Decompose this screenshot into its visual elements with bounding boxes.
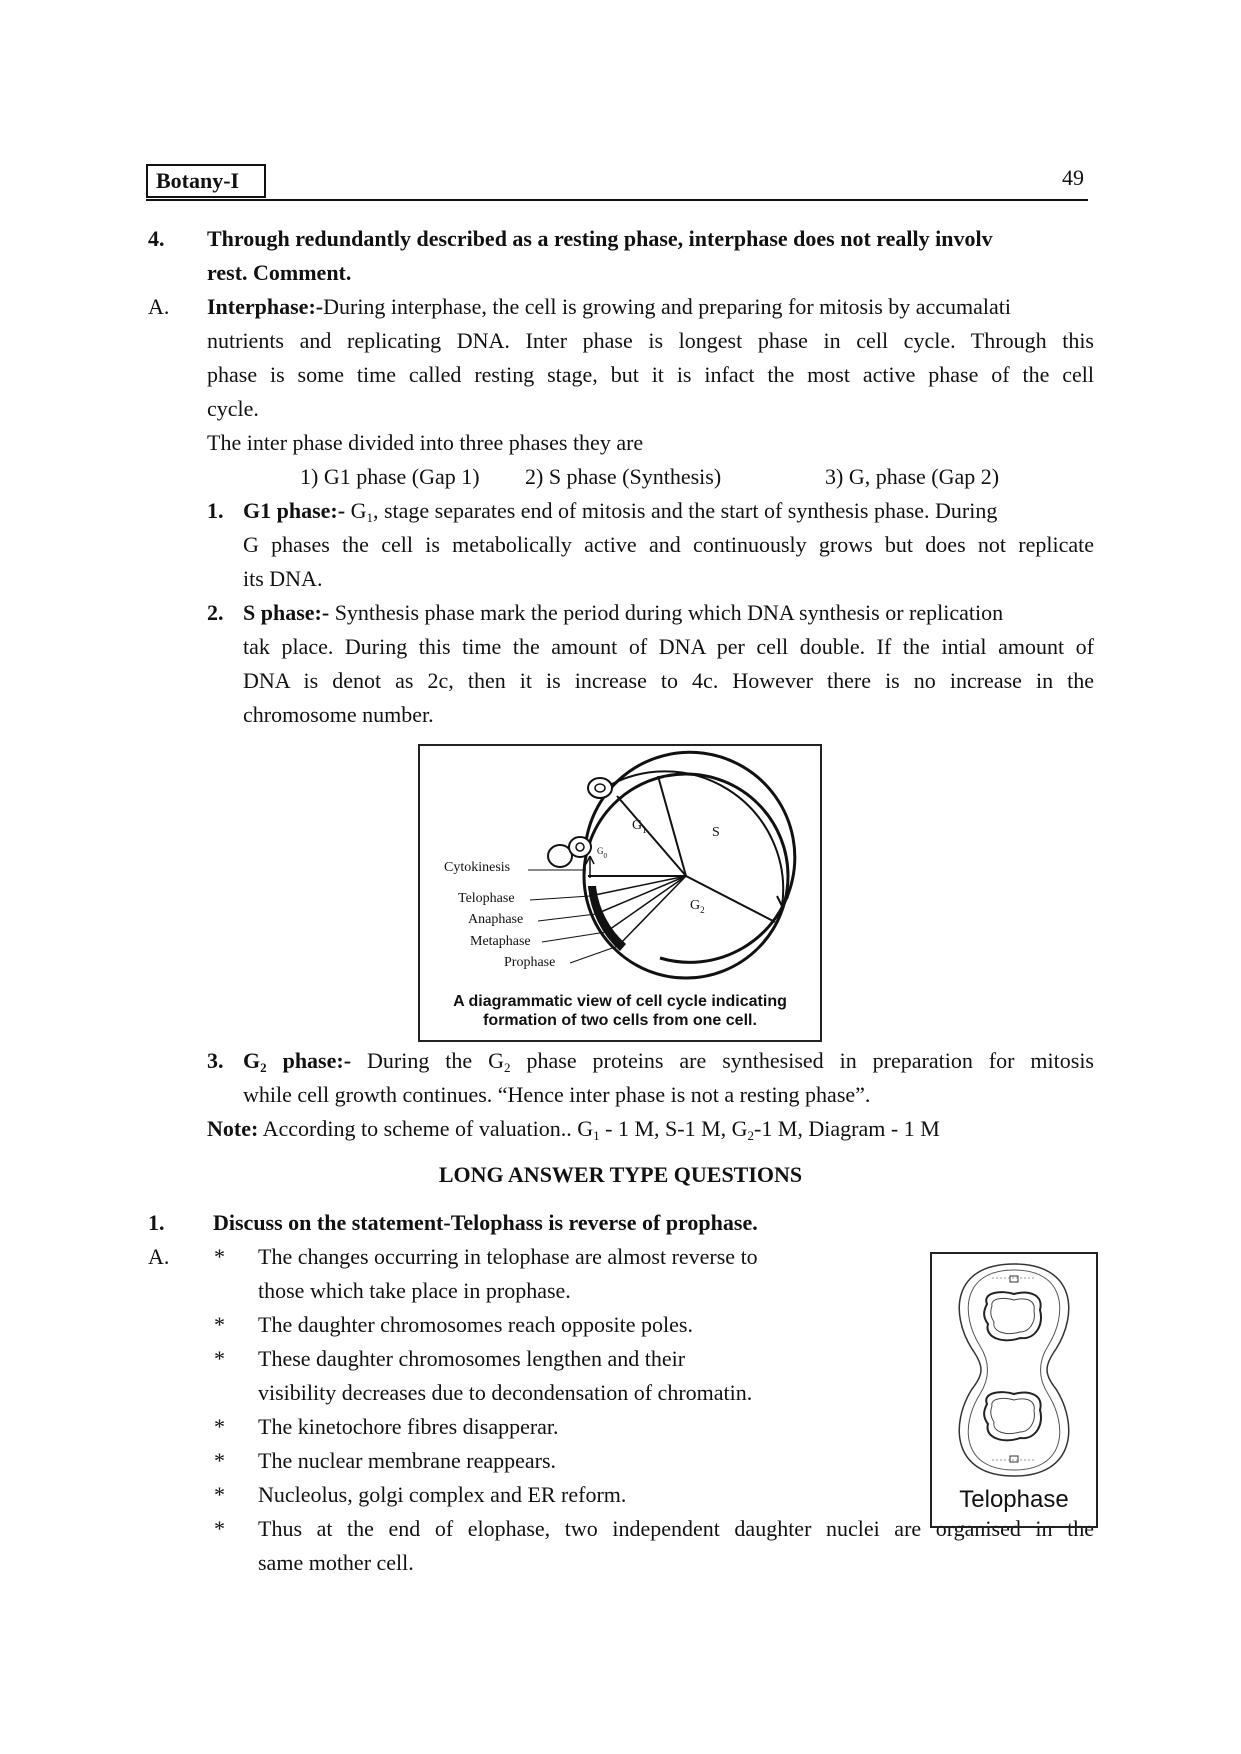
figure-caption-line2: formation of two cells from one cell. [483, 1012, 757, 1029]
item1-line1-text: , stage separates end of mitosis and the start of synthesis phase. During [372, 498, 998, 523]
label-anaphase: Anaphase [468, 912, 524, 927]
section-title: LONG ANSWER TYPE QUESTIONS [438, 1162, 803, 1187]
bullet-6: * [214, 1482, 225, 1507]
item1-term: G1 phase:- [243, 498, 346, 523]
q4-p1-line2: nutrients and replicating DNA. Inter phase is longest phase in cell cycle. Through this [207, 328, 1094, 353]
q4-p2: The inter phase divided into three phases they are [207, 430, 644, 455]
item3-line1 [243, 1046, 1094, 1076]
valuation-note: Note: According to scheme of valuation.. $G_1 - 1$ M, S-1 M, $G_2-1$ M, Diagram - 1 M [207, 1116, 940, 1143]
item2-line4: chromosome number. [243, 702, 434, 727]
item1-line1 [243, 496, 997, 526]
cell-cycle-figure [418, 744, 822, 1042]
item3-line2: while cell growth continues. “Hence inter phase is not a resting phase”. [243, 1082, 871, 1107]
b1-line2: those which take place in prophase. [258, 1278, 571, 1303]
item2-line1 [243, 598, 1003, 628]
bullet-1: * [214, 1244, 225, 1269]
q4-p1-line1-text: During interphase, the cell is growing and preparing for mitosis by accumalati [323, 294, 1012, 319]
label-telophase: Telophase [458, 891, 515, 906]
lq1-question: Discuss on the statement-Telophass is reverse of prophase. [213, 1210, 758, 1235]
item1-line3: its DNA. [243, 566, 323, 591]
item2-line2: tak place. During this time the amount of DNA per cell double. If the intial amount of [243, 634, 1094, 659]
item2-line3: DNA is denot as 2c, then it is increase to 4c. However there is no increase in the [243, 668, 1094, 693]
telophase-figure [930, 1252, 1098, 1528]
q4-answer-label: A. [148, 294, 170, 319]
b3-line1: These daughter chromosomes lengthen and their [258, 1346, 686, 1371]
label-cytokinesis: Cytokinesis [444, 860, 511, 875]
q4-p1-line3: phase is some time called resting stage, but it is infact the most active phase of the cell [207, 362, 1094, 387]
item2-number: 2. [207, 600, 224, 625]
q4-question-line2: rest. Comment. [207, 260, 352, 285]
item2-term: S phase:- [243, 600, 330, 625]
b2-text: The daughter chromosomes reach opposite poles. [258, 1312, 693, 1337]
b4-text: The kinetochore fibres disapperar. [258, 1414, 559, 1439]
b5-text: The nuclear membrane reappears. [258, 1448, 557, 1473]
b1-line1: The changes occurring in telophase are almost reverse to [258, 1244, 758, 1269]
header-rule [146, 199, 1088, 201]
label-g0: $G_0$ [597, 846, 607, 860]
interphase-term: Interphase:- [207, 294, 324, 319]
bullet-4: * [214, 1414, 225, 1439]
bullet-5: * [214, 1448, 225, 1473]
item3-line1-text: During the $G_2$ phase proteins are synthesised in preparation for mitosis [351, 1048, 1094, 1075]
item3-term: $G_2$ phase:- [243, 1048, 352, 1075]
bullet-3: * [214, 1346, 225, 1371]
phase-list-2: 2) S phase (Synthesis) [525, 464, 722, 489]
item1-g: G [350, 498, 367, 523]
label-s: S [712, 825, 720, 840]
lq1-answer-label: A. [148, 1244, 170, 1269]
page-number: 49 [1062, 165, 1084, 190]
figure-caption-line1: A diagrammatic view of cell cycle indicating [453, 993, 787, 1010]
phase-list-1: 1) G1 phase (Gap 1) [300, 464, 480, 489]
header-title: Botany-I [146, 164, 266, 198]
label-g1: $G_1$ [632, 818, 647, 835]
b7-line2: same mother cell. [258, 1550, 414, 1575]
b3-line2: visibility decreases due to decondensation of chromatin. [258, 1380, 753, 1405]
q4-p1-line1 [207, 292, 1011, 322]
b6-text: Nucleolus, golgi complex and ER reform. [258, 1482, 627, 1507]
label-g2: $G_2$ [690, 898, 705, 915]
bullet-2: * [214, 1312, 225, 1337]
b7-line1: Thus at the end of elophase, two independent daughter nuclei are organised in the [258, 1516, 1094, 1541]
bullet-7: * [214, 1516, 225, 1541]
q4-question-line1: Through redundantly described as a resting phase, interphase does not really involv [207, 226, 993, 251]
lq1-number: 1. [148, 1210, 165, 1235]
label-metaphase: Metaphase [470, 934, 531, 949]
telophase-diagram [932, 1254, 1096, 1484]
item1-line2: G phases the cell is metabolically active and continuously grows but does not replicate [243, 532, 1094, 557]
label-prophase: Prophase [504, 955, 556, 970]
item2-line1-text: Synthesis phase mark the period during which DNA synthesis or replication [329, 600, 1004, 625]
item1-number: 1. [207, 498, 224, 523]
note-label: Note: [207, 1116, 259, 1141]
item3-number: 3. [207, 1048, 224, 1073]
q4-number: 4. [148, 226, 165, 251]
item1-sub: 1 [366, 510, 373, 525]
telophase-label: Telophase [959, 1486, 1069, 1513]
figure-caption [420, 992, 820, 1030]
phase-list-3: 3) G, phase (Gap 2) [825, 464, 1000, 489]
q4-p1-line4: cycle. [207, 396, 259, 421]
